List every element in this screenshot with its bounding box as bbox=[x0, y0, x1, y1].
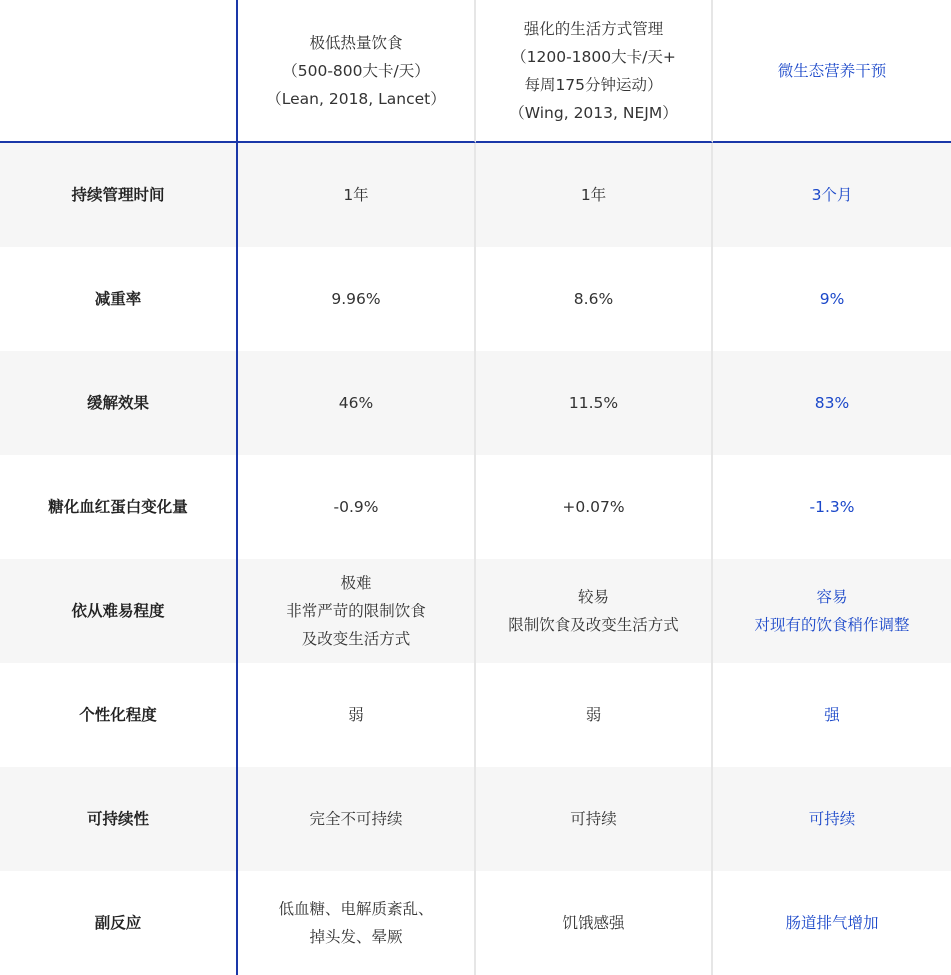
cell-text-line: 83% bbox=[814, 394, 850, 412]
table-cell-c4 bbox=[713, 143, 951, 247]
row-label-text: 副反应 bbox=[94, 914, 142, 932]
cell-text-line: 弱 bbox=[348, 706, 364, 724]
row-label-text: 减重率 bbox=[94, 290, 142, 308]
table-cell-c3 bbox=[476, 559, 713, 663]
row-label-text: 持续管理时间 bbox=[71, 186, 165, 204]
cell-text-line: 限制饮食及改变生活方式 bbox=[508, 616, 679, 634]
table-cell-c4 bbox=[713, 247, 951, 351]
cell-text-line: 可持续 bbox=[808, 810, 856, 828]
table-cell-c2 bbox=[238, 663, 476, 767]
header-col2-line: 极低热量饮食 bbox=[309, 33, 403, 52]
table-cell-c3 bbox=[476, 663, 713, 767]
row-label-text: 个性化程度 bbox=[79, 706, 157, 724]
cell-text-line: 1年 bbox=[343, 186, 369, 204]
table-cell-c4 bbox=[713, 663, 951, 767]
header-col2-line: （500-800大卡/天） bbox=[282, 61, 430, 80]
table-cell-c4 bbox=[713, 871, 951, 975]
cell-text-line: -0.9% bbox=[333, 498, 379, 516]
table-cell-c4 bbox=[713, 351, 951, 455]
table-cell-c2 bbox=[238, 143, 476, 247]
header-col4 bbox=[713, 0, 951, 143]
table-cell-c4 bbox=[713, 559, 951, 663]
cell-text-line: 46% bbox=[338, 394, 374, 412]
table-cell-c4 bbox=[713, 455, 951, 559]
cell-text-line: 强 bbox=[824, 706, 840, 724]
cell-text-line: 11.5% bbox=[568, 394, 619, 412]
table-cell-c3 bbox=[476, 871, 713, 975]
table-cell-c4 bbox=[713, 767, 951, 871]
header-col2-line: （Lean, 2018, Lancet） bbox=[266, 89, 446, 108]
cell-text-line: 肠道排气增加 bbox=[785, 914, 879, 932]
cell-text-line: +0.07% bbox=[562, 498, 625, 516]
cell-text-line: 9.96% bbox=[331, 290, 381, 308]
row-label-text: 缓解效果 bbox=[86, 394, 149, 412]
row-label bbox=[0, 559, 238, 663]
table-cell-c2 bbox=[238, 247, 476, 351]
cell-text-line: 9% bbox=[819, 290, 845, 308]
table-cell-c2 bbox=[238, 559, 476, 663]
row-label bbox=[0, 767, 238, 871]
cell-text-line: 及改变生活方式 bbox=[301, 630, 411, 648]
cell-text-line: 可持续 bbox=[570, 810, 617, 828]
row-label bbox=[0, 247, 238, 351]
row-label-text: 可持续性 bbox=[86, 810, 149, 828]
cell-text-line: -1.3% bbox=[809, 498, 855, 516]
header-col3 bbox=[476, 0, 713, 143]
header-col4-line: 微生态营养干预 bbox=[777, 61, 887, 80]
cell-text-line: 低血糖、电解质紊乱、 bbox=[278, 900, 434, 918]
row-label-text: 糖化血红蛋白变化量 bbox=[48, 498, 188, 516]
row-label bbox=[0, 663, 238, 767]
cell-text-line: 较易 bbox=[577, 588, 609, 606]
table-cell-c3 bbox=[476, 143, 713, 247]
header-col2 bbox=[238, 0, 476, 143]
row-label bbox=[0, 351, 238, 455]
cell-text-line: 饥饿感强 bbox=[562, 914, 625, 932]
header-col3-line: 强化的生活方式管理 bbox=[523, 19, 664, 38]
table-cell-c2 bbox=[238, 871, 476, 975]
table-cell-c2 bbox=[238, 767, 476, 871]
table-cell-c3 bbox=[476, 351, 713, 455]
header-col3-line: （1200-1800大卡/天+ bbox=[511, 47, 676, 66]
cell-text-line: 1年 bbox=[580, 186, 607, 204]
cell-text-line: 弱 bbox=[585, 706, 602, 724]
cell-text-line: 极难 bbox=[340, 574, 372, 592]
cell-text-line: 掉头发、晕厥 bbox=[309, 928, 403, 946]
header-col3-line: 每周175分钟运动） bbox=[524, 75, 663, 94]
cell-text-line: 8.6% bbox=[573, 290, 614, 308]
cell-text-line: 非常严苛的限制饮食 bbox=[286, 602, 426, 620]
cell-text-line: 完全不可持续 bbox=[309, 810, 403, 828]
row-label-text: 依从难易程度 bbox=[71, 602, 165, 620]
row-label bbox=[0, 871, 238, 975]
row-label bbox=[0, 455, 238, 559]
cell-text-line: 3个月 bbox=[811, 186, 853, 204]
table-cell-c3 bbox=[476, 247, 713, 351]
header-col3-line: （Wing, 2013, NEJM） bbox=[509, 103, 678, 122]
header-empty-cell bbox=[0, 0, 238, 143]
table-cell-c2 bbox=[238, 455, 476, 559]
row-label bbox=[0, 143, 238, 247]
table-cell-c2 bbox=[238, 351, 476, 455]
table-cell-c3 bbox=[476, 455, 713, 559]
cell-text-line: 对现有的饮食稍作调整 bbox=[754, 616, 910, 634]
cell-text-line: 容易 bbox=[816, 588, 848, 606]
table-cell-c3 bbox=[476, 767, 713, 871]
